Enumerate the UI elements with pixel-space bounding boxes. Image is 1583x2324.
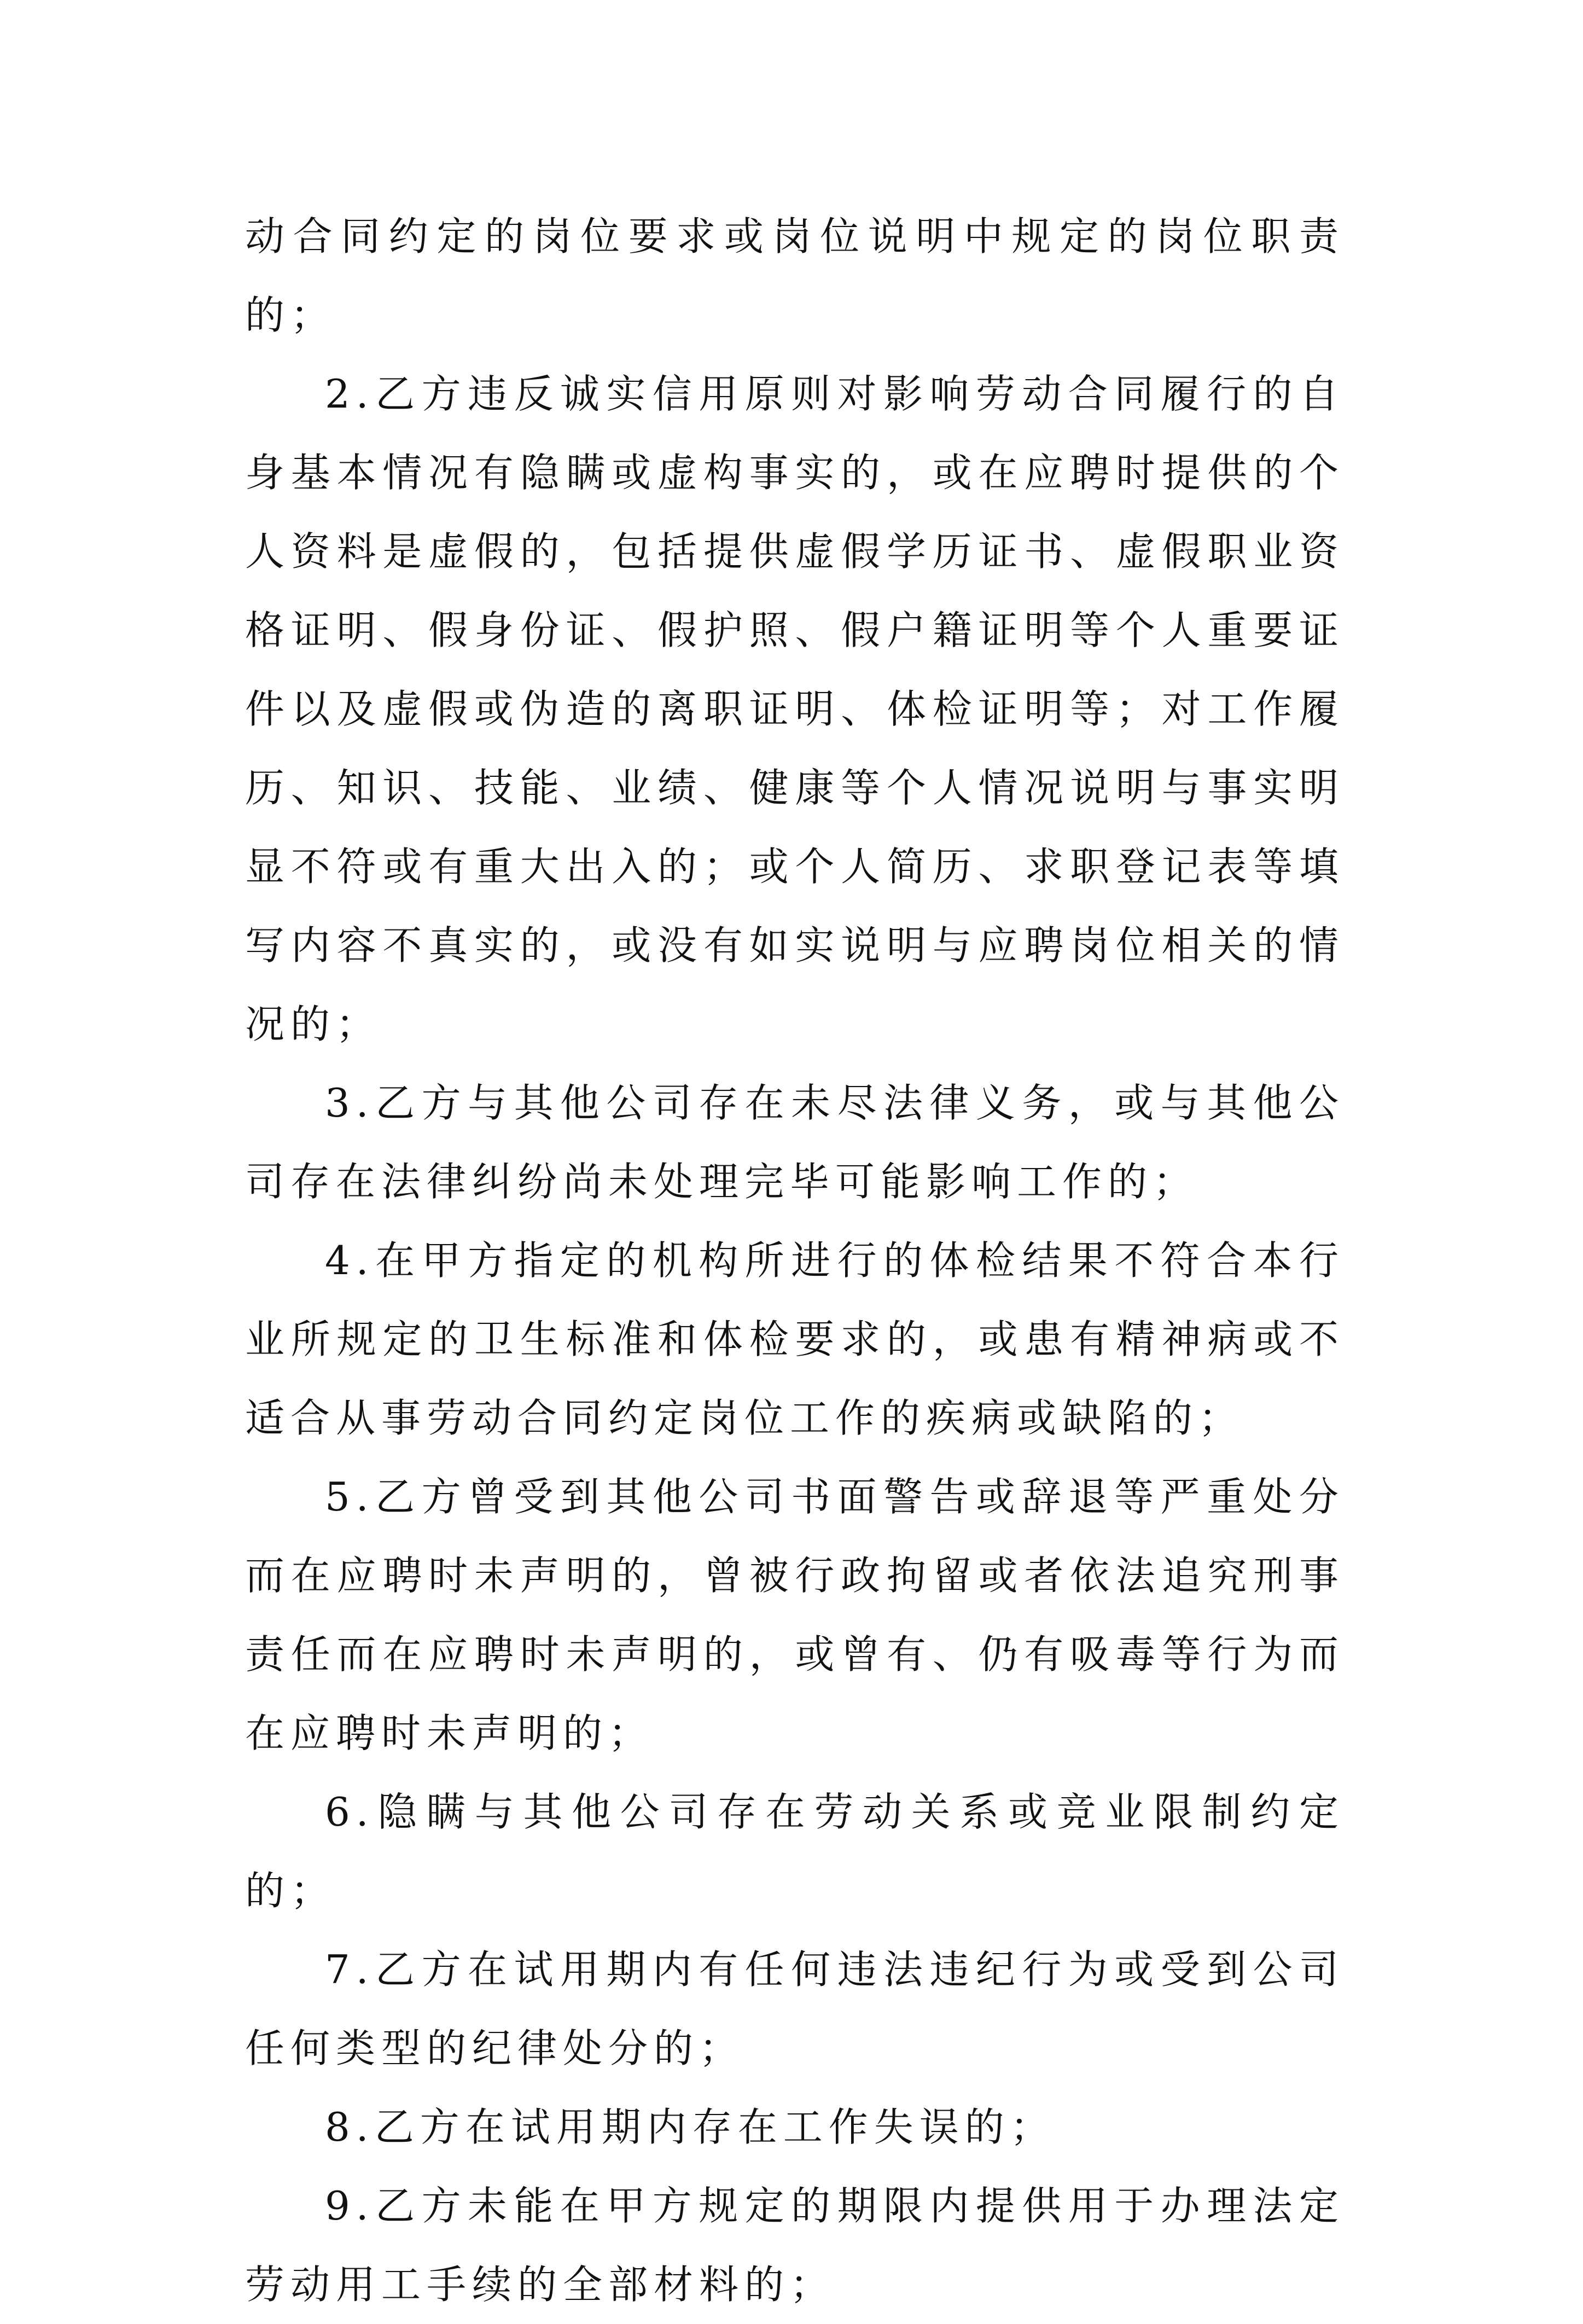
clause-3: 3.乙方与其他公司存在未尽法律义务，或与其他公司存在法律纠纷尚未处理完毕可能影响工作的； (245, 1080, 1345, 1205)
clause-9: 9.乙方未能在甲方规定的期限内提供用于办理法定劳动用工手续的全部材料的； (245, 2183, 1345, 2308)
clause-7: 7.乙方在试用期内有任何违法违纪行为或受到公司任何类型的纪律处分的； (245, 1947, 1345, 2071)
clause-2: 2.乙方违反诚实信用原则对影响劳动合同履行的自身基本情况有隐瞒或虚构事实的，或在应聘时提供的个人资料是虚假的，包括提供虚假学历证书、虚假职业资格证明、假身份证、假护照、假户籍证明等个人重要证件以及虚假或伪造的离职证明、体检证明等；对工作履历、知识、技能、业绩、健康等个人情况说明与事实明显不符或有重大出入的；或个人简历、求职登记表等填写内容不真实的，或没有如实说明与应聘岗位相关的情况的； (245, 371, 1345, 1047)
clause-5: 5.乙方曾受到其他公司书面警告或辞退等严重处分而在应聘时未声明的，曾被行政拘留或者依法追究刑事责任而在应聘时未声明的，或曾有、仍有吸毒等行为而在应聘时未声明的； (245, 1474, 1345, 1756)
clause-8: 8.乙方在试用期内存在工作失误的； (325, 2104, 1056, 2150)
paragraph-continuation: 动合同约定的岗位要求或岗位说明中规定的岗位职责的； (245, 213, 1345, 338)
clause-6: 6.隐瞒与其他公司存在劳动关系或竞业限制约定的； (245, 1789, 1345, 1914)
document-body (245, 197, 1345, 2324)
clause-4: 4.在甲方指定的机构所进行的体检结果不符合本行业所规定的卫生标准和体检要求的，或患有精神病或不适合从事劳动合同约定岗位工作的疾病或缺陷的； (245, 1237, 1345, 1441)
